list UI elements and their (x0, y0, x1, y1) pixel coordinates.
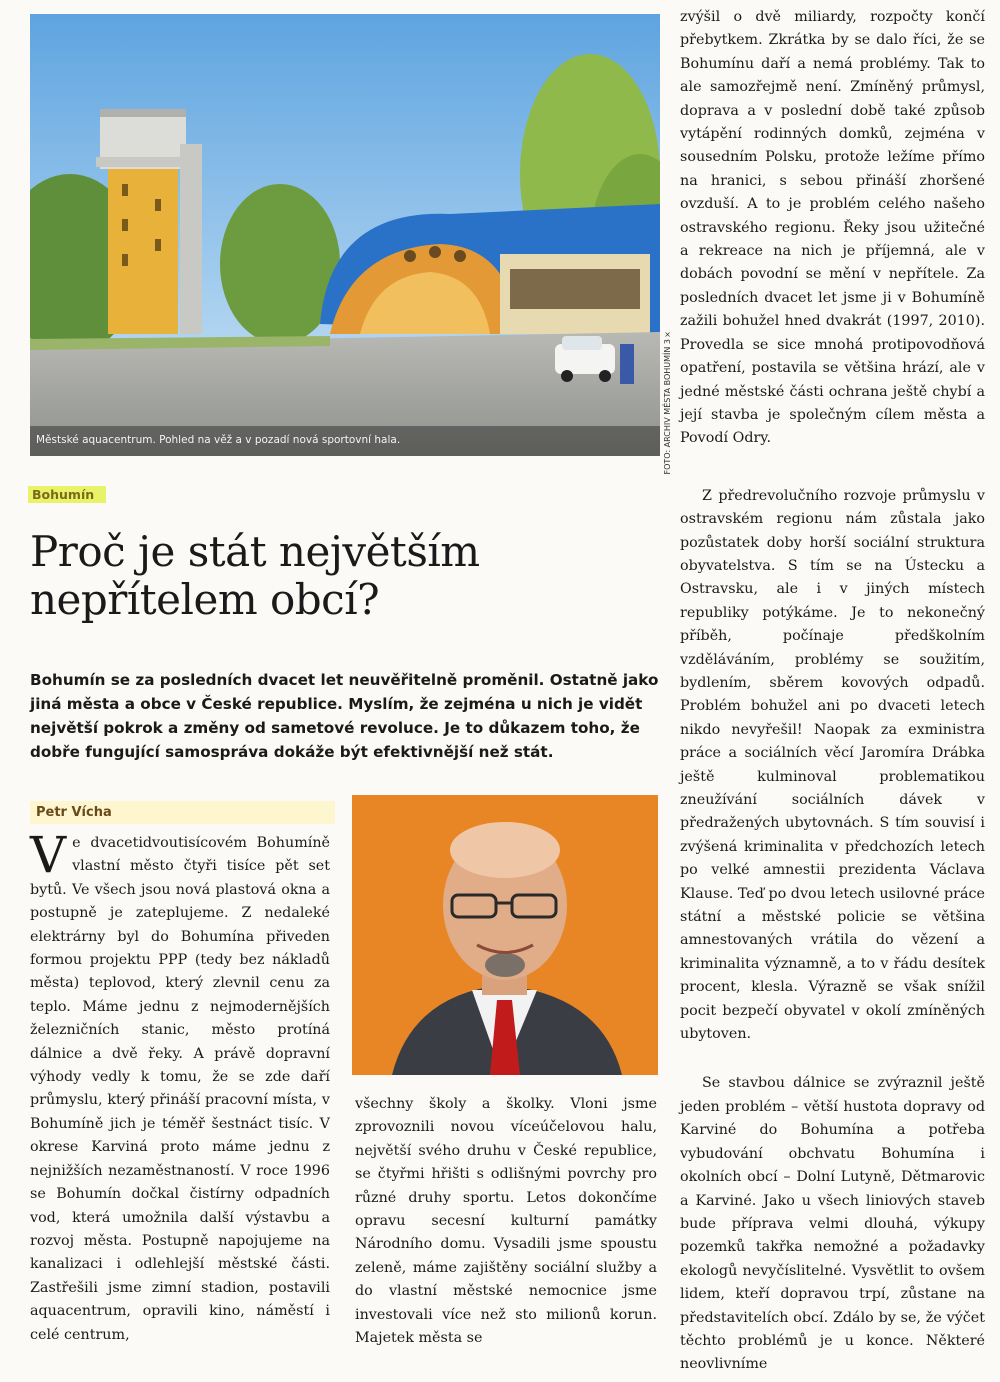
column-3-paragraph-1: zvýšil o dvě miliardy, rozpočty končí přebytkem. Zkrátka by se dalo říci, že se Bohumínu daří a nemá problémy. Tak to ale samozřejmě není. Zmíněný průmysl, doprava a v poslední době také způsob vytápění rodinných domků, zejména v sousedním Polsku, protože ležíme přímo na hranici, s sebou přináší zhoršené ovzduší. A to je problém celého našeho ostravského regionu. Řeky jsou užitečné a rekreace na nich je příjemná, ale v dobách povodní se mění v nepřítele. Za posledních dvacet let jsme ji v Bohumíně zažili bohužel hned dvakrát (1997, 2010). Provedla se sice mnohá protipovodňová opatření, postavila se většina hrází, ale v jedné městské části ochrana ještě chybí a její stavba je společným cílem města a Povodí Odry. (680, 9, 985, 447)
column-3-paragraph-3: Se stavbou dálnice se zvýraznil ještě jeden problém – větší hustota dopravy od Karviné do Bohumína a potřeba vybudování obchvatu Bohumína i okolních obcí – Dolní Lutyně, Dětmarovic a Karviné. Jako u všech liniových staveb bude příprava velmi dlouhá, výkupy pozemků takřka nemožné a požadavky ekologů nevyčíslitelné. Vysvětlit to ovšem lidem, kteří dopravou trpí, zůstane na představitelích obcí. Zdálo by se, že výčet těchto problémů je u konce. Některé neovlivníme (680, 1075, 985, 1373)
column-3-paragraph-2: Z předrevolučního rozvoje průmyslu v ostravském regionu nám zůstala jako pozůstatek doby horší sociální struktura obyvatelstva. S tím se na Ústecku a Ostravsku, ale i v jiných místech republiky potýkáme. Je to nekonečný příběh, počínaje předškolním vzděláváním, problémy se soužitím, bydlením, sběrem kovových odpadů. Problém bohužel ani po dvaceti letech nikdo nevyřešil! Naopak za exministra práce a sociálních věcí Jaromíra Drábka ještě kulminoval problematikou zneužívání sociálních dávek v předražených ubytovnách. S tím souvisí i zvýšená kriminalita v předchozích letech po velké amnestii prezidenta Václava Klause. Teď po dvou letech usilovné práce státní a městské policie se většina amnestovaných vrátila do vězení a kriminalita významně, a to v řádu desítek procent, klesla. Výrazně se však snížil pocit bezpečí obyvatel v okolí zmíněných ubytoven. (680, 487, 985, 1043)
article-column-2 (355, 1093, 657, 1350)
article-column-3 (680, 6, 985, 1377)
author-portrait-illustration (352, 795, 658, 1075)
aquacentrum-illustration (30, 14, 660, 456)
aquacentrum-photo (30, 14, 660, 456)
article-headline: Proč je stát největším nepřítelem obcí? (30, 527, 480, 624)
article-paragraph (30, 826, 330, 1347)
dropcap: V (30, 826, 67, 884)
article-column-1 (30, 826, 330, 1347)
column-2-text: všechny školy a školky. Vloni jsme zprovoznili novou víceúčelovou halu, největší svého druhu v České republice, se čtyřmi hřišti s odlišnými povrchy pro různé druhy sportu. Letos dokončíme opravu secesní kulturní památky Národního domu. Vysadili jsme spoustu zeleně, máme zajištěny sociální služby a do vlastní městské nemocnice jsme investovali více než sto milionů korun. Majetek města se (355, 1096, 657, 1347)
author-portrait (352, 795, 658, 1075)
column-1-text: e dvacetidvoutisícovém Bohumíně vlastní město čtyři tisíce pět set bytů. Ve všech jsou nová plastová okna a postupně je zateplujeme. Z nedaleké elektrárny byl do Bohumína přiveden formou projektu PPP (tedy bez nákladů města) teplovod, který zlevnil cenu za teplo. Máme jednu z nejmodernějších železničních stanic, město protíná dálnice a dvě řeky. A právě dopravní výhody vedly k tomu, že se zde daří průmyslu, který přináší pracovní místa, v Bohumíně jich je téměř šestnáct tisíc. V okrese Karviná proto máme jednu z nejnižších nezaměstnaností. V roce 1996 se Bohumín dočkal čistírny odpadních vod, která umožnila další výstavbu a rozvoj města. Postupně napojujeme na kanalizaci i odlehlejší městské části. Zastřešili jsme zimní stadion, postavili aquacentrum, opravili kino, náměstí i celé centrum, (30, 835, 330, 1343)
section-tag: Bohumín (28, 486, 106, 503)
author-name: Petr Vícha (30, 801, 335, 824)
photo-caption: Městské aquacentrum. Pohled na věž a v pozadí nová sportovní hala. (36, 434, 401, 446)
photo-credit: FOTO: ARCHIV MĚSTA BOHUMÍN 3× (663, 330, 672, 475)
article-lead: Bohumín se za posledních dvacet let neuvěřitelně proměnil. Ostatně jako jiná města a obce v České republice. Myslím, že zejména u nich je vidět největší pokrok a změny od sametové revoluce. Je to důkazem toho, že dobře fungující samospráva dokáže být efektivnější než stát. (30, 671, 659, 761)
